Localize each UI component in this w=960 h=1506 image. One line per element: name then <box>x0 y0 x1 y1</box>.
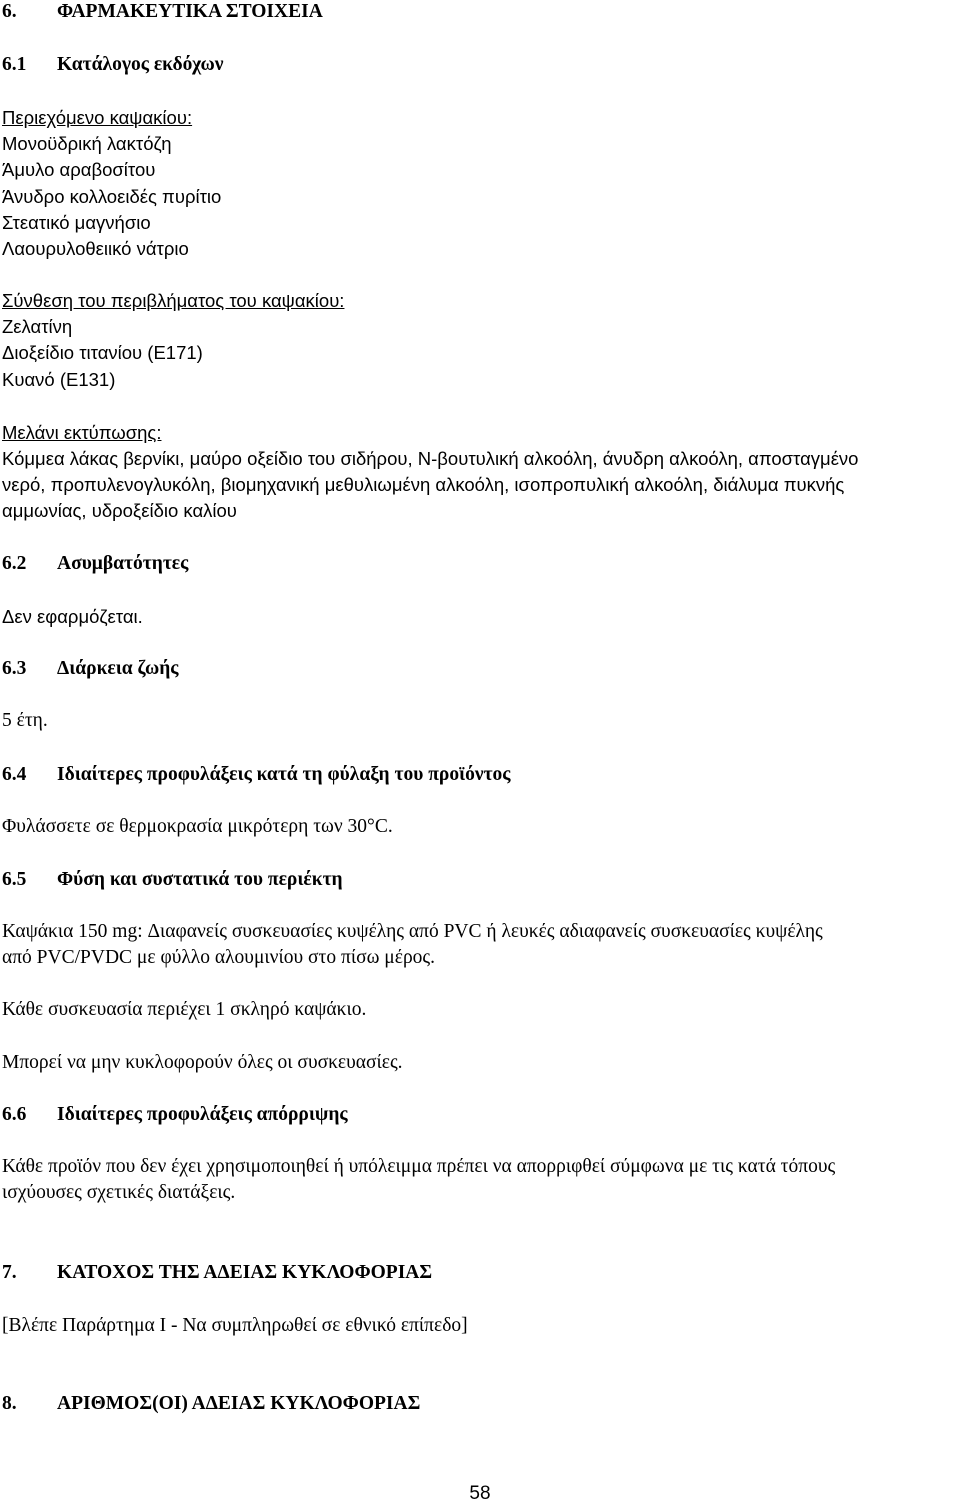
pack-availability-note: Μπορεί να μην κυκλοφορούν όλες οι συσκευασίες. <box>2 1052 403 1073</box>
capsule-contents-heading: Περιεχόμενο καψακίου: <box>2 107 193 128</box>
shell-item: Κυανό (E131) <box>2 369 116 390</box>
ink-line: νερό, προπυλενογλυκόλη, βιομηχανική μεθυλιωμένη αλκοόλη, ισοπροπυλική αλκοόλη, διάλυμα πυκνής <box>2 474 845 495</box>
capsule-shell-heading: Σύνθεση του περιβλήματος του καψακίου: <box>2 290 345 311</box>
excipient-item: Στεατικό μαγνήσιο <box>2 212 151 233</box>
container-description-line: Καψάκια 150 mg: Διαφανείς συσκευασίες κυψέλης από PVC ή λευκές αδιαφανείς συσκευασίες κυψέλης <box>2 921 823 942</box>
disposal-line: ισχύουσες σχετικές διατάξεις. <box>2 1182 236 1203</box>
excipient-item: Άνυδρο κολλοειδές πυρίτιο <box>2 186 222 207</box>
ink-line: Κόμμεα λάκας βερνίκι, μαύρο οξείδιο του σιδήρου, Ν-βουτυλική αλκοόλη, άνυδρη αλκοόλη, αποσταγμένο <box>2 448 859 469</box>
shell-item: Ζελατίνη <box>2 316 73 337</box>
shell-item: Διοξείδιο τιτανίου (E171) <box>2 342 203 363</box>
section-7-text: [Βλέπε Παράρτημα I - Να συμπληρωθεί σε εθνικό επίπεδο] <box>2 1315 468 1336</box>
section-6-2-text: Δεν εφαρμόζεται. <box>2 606 143 627</box>
section-6-3-text: 5 έτη. <box>2 710 48 731</box>
section-8-heading: 8. ΑΡΙΘΜΟΣ(ΟΙ) ΑΔΕΙΑΣ ΚΥΚΛΟΦΟΡΙΑΣ <box>2 1393 421 1414</box>
section-6-6-heading: 6.6 Ιδιαίτερες προφυλάξεις απόρριψης <box>2 1104 348 1125</box>
section-6-heading: 6. ΦΑΡΜΑΚΕΥΤΙΚΑ ΣΤΟΙΧΕΙΑ <box>2 1 323 22</box>
section-7-heading: 7. ΚΑΤΟΧΟΣ ΤΗΣ ΑΔΕΙΑΣ ΚΥΚΛΟΦΟΡΙΑΣ <box>2 1262 433 1283</box>
section-6-1-heading: 6.1 Κατάλογος εκδόχων <box>2 54 224 75</box>
ink-line: αμμωνίας, υδροξείδιο καλίου <box>2 500 237 521</box>
page-number: 58 <box>469 1483 491 1504</box>
pack-size-text: Κάθε συσκευασία περιέχει 1 σκληρό καψάκιο. <box>2 999 367 1020</box>
section-6-3-heading: 6.3 Διάρκεια ζωής <box>2 658 179 679</box>
excipient-item: Λαουρυλοθειικό νάτριο <box>2 238 189 259</box>
section-6-5-heading: 6.5 Φύση και συστατικά του περιέκτη <box>2 869 343 890</box>
excipient-item: Μονοϋδρική λακτόζη <box>2 133 172 154</box>
container-description-line: από PVC/PVDC με φύλλο αλουμινίου στο πίσω μέρος. <box>2 947 436 968</box>
section-6-2-heading: 6.2 Ασυμβατότητες <box>2 553 189 574</box>
section-6-4-heading: 6.4 Ιδιαίτερες προφυλάξεις κατά τη φύλαξη του προϊόντος <box>2 764 511 785</box>
printing-ink-heading: Μελάνι εκτύπωσης: <box>2 422 162 443</box>
disposal-line: Κάθε προϊόν που δεν έχει χρησιμοποιηθεί ή υπόλειμμα πρέπει να απορριφθεί σύμφωνα με τις κατά τόπους <box>2 1156 836 1177</box>
section-6-4-text: Φυλάσσετε σε θερμοκρασία μικρότερη των 30°C. <box>2 816 393 837</box>
excipient-item: Άμυλο αραβοσίτου <box>2 159 156 180</box>
